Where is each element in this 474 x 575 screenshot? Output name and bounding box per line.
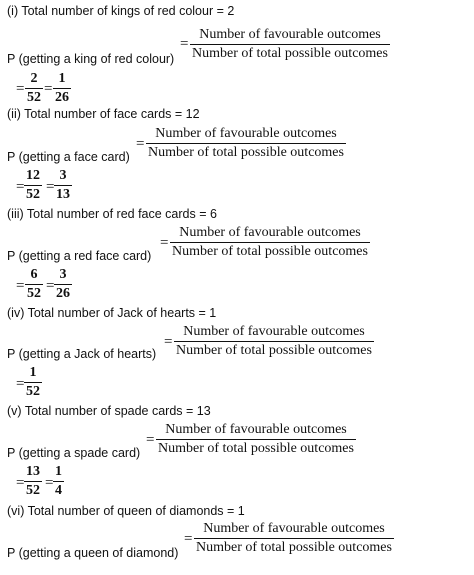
fraction-bar xyxy=(170,242,370,243)
part-5-step-1-denominator: 52 xyxy=(26,483,40,498)
fraction-bar xyxy=(156,439,356,440)
part-1-step-2-denominator: 26 xyxy=(55,90,69,105)
part-2-formula-numerator: Number of favourable outcomes xyxy=(155,126,337,141)
part-2-formula-fraction xyxy=(146,127,346,160)
part-4-step-fraction-1 xyxy=(24,366,42,399)
part-3-step-fraction-2 xyxy=(54,268,72,301)
part-5-step-equals-1: = xyxy=(16,475,25,491)
part-5-step-2-numerator: 1 xyxy=(55,464,62,479)
part-6-formula-denominator: Number of total possible outcomes xyxy=(196,540,392,555)
fraction-bar xyxy=(194,538,394,539)
part-2-step-1-denominator: 52 xyxy=(26,187,40,202)
part-4-formula-denominator: Number of total possible outcomes xyxy=(176,343,372,358)
part-1-step-fraction-1 xyxy=(25,72,43,105)
part-3-step-equals-1: = xyxy=(16,278,25,294)
fraction-bar xyxy=(54,185,72,186)
part-1-step-equals-1: = xyxy=(16,81,25,97)
part-5-formula-denominator: Number of total possible outcomes xyxy=(158,441,354,456)
part-4-step-1-numerator: 1 xyxy=(29,365,37,380)
fraction-bar xyxy=(24,481,42,482)
part-5-formula-numerator: Number of favourable outcomes xyxy=(165,422,347,437)
part-4-step-1-denominator: 52 xyxy=(26,384,40,399)
part-3-step-fraction-1 xyxy=(25,268,43,301)
part-5-step-1-numerator: 13 xyxy=(26,464,40,479)
fraction-bar xyxy=(54,284,72,285)
part-2-step-equals-2: = xyxy=(46,179,55,195)
part-2-step-equals-1: = xyxy=(16,179,25,195)
fraction-bar xyxy=(25,88,43,89)
part-1-step-1-denominator: 52 xyxy=(27,90,41,105)
fraction-bar xyxy=(174,341,374,342)
fraction-bar xyxy=(190,44,390,45)
part-3-step-2-numerator: 3 xyxy=(59,267,67,282)
part-6-formula-fraction xyxy=(194,522,394,555)
part-2-step-1-numerator: 12 xyxy=(26,168,40,183)
part-2-step-fraction-1 xyxy=(24,169,42,202)
part-5-step-equals-2: = xyxy=(45,475,54,491)
part-5-step-fraction-1 xyxy=(24,465,42,498)
fraction-bar xyxy=(53,481,64,482)
part-3-step-1-numerator: 6 xyxy=(30,267,38,282)
part-1-event: P (getting a king of red colour) xyxy=(7,52,175,66)
part-3-heading: (iii) Total number of red face cards = 6 xyxy=(7,207,217,221)
fraction-bar xyxy=(25,284,43,285)
part-3-step-1-denominator: 52 xyxy=(27,286,41,301)
part-1-step-1-numerator: 2 xyxy=(30,71,38,86)
part-2-formula-equals: = xyxy=(136,136,145,152)
part-4-formula-numerator: Number of favourable outcomes xyxy=(183,324,365,339)
part-4-heading: (iv) Total number of Jack of hearts = 1 xyxy=(7,306,217,320)
fraction-bar xyxy=(53,88,71,89)
part-2-step-2-denominator: 13 xyxy=(56,187,70,202)
part-3-formula-fraction xyxy=(170,226,370,259)
part-5-event: P (getting a spade card) xyxy=(7,446,141,460)
part-1-step-equals-2: = xyxy=(44,81,53,97)
part-1-formula-equals: = xyxy=(180,36,189,52)
fraction-bar xyxy=(146,143,346,144)
part-6-heading: (vi) Total number of queen of diamonds = 1 xyxy=(7,504,245,518)
part-3-formula-numerator: Number of favourable outcomes xyxy=(179,225,361,240)
part-2-heading: (ii) Total number of face cards = 12 xyxy=(7,107,200,121)
fraction-bar xyxy=(24,185,42,186)
part-3-formula-denominator: Number of total possible outcomes xyxy=(172,244,368,259)
part-2-formula-denominator: Number of total possible outcomes xyxy=(148,145,344,160)
part-5-formula-fraction xyxy=(156,423,356,456)
part-2-event: P (getting a face card) xyxy=(7,150,130,164)
part-4-formula-equals: = xyxy=(164,334,173,350)
fraction-bar xyxy=(24,382,42,383)
part-3-step-equals-2: = xyxy=(46,278,55,294)
part-6-formula-equals: = xyxy=(184,531,193,547)
part-2-step-2-numerator: 3 xyxy=(59,168,67,183)
part-3-formula-equals: = xyxy=(160,235,169,251)
part-3-step-2-denominator: 26 xyxy=(56,286,70,301)
part-4-event: P (getting a Jack of hearts) xyxy=(7,347,157,361)
part-5-step-2-denominator: 4 xyxy=(55,483,62,498)
part-3-event: P (getting a red face card) xyxy=(7,249,152,263)
part-6-event: P (getting a queen of diamond) xyxy=(7,546,179,560)
part-1-heading: (i) Total number of kings of red colour = 2 xyxy=(7,4,235,18)
part-4-formula-fraction xyxy=(174,325,374,358)
part-1-step-fraction-2 xyxy=(53,72,71,105)
part-1-formula-numerator: Number of favourable outcomes xyxy=(199,27,381,42)
part-2-step-fraction-2 xyxy=(54,169,72,202)
part-1-formula-denominator: Number of total possible outcomes xyxy=(192,46,388,61)
part-5-step-fraction-2 xyxy=(53,465,64,498)
part-1-formula-fraction xyxy=(190,28,390,61)
part-5-formula-equals: = xyxy=(146,432,155,448)
part-1-step-2-numerator: 1 xyxy=(58,71,66,86)
part-5-heading: (v) Total number of spade cards = 13 xyxy=(7,404,211,418)
part-4-step-equals-1: = xyxy=(16,376,25,392)
part-6-formula-numerator: Number of favourable outcomes xyxy=(203,521,385,536)
